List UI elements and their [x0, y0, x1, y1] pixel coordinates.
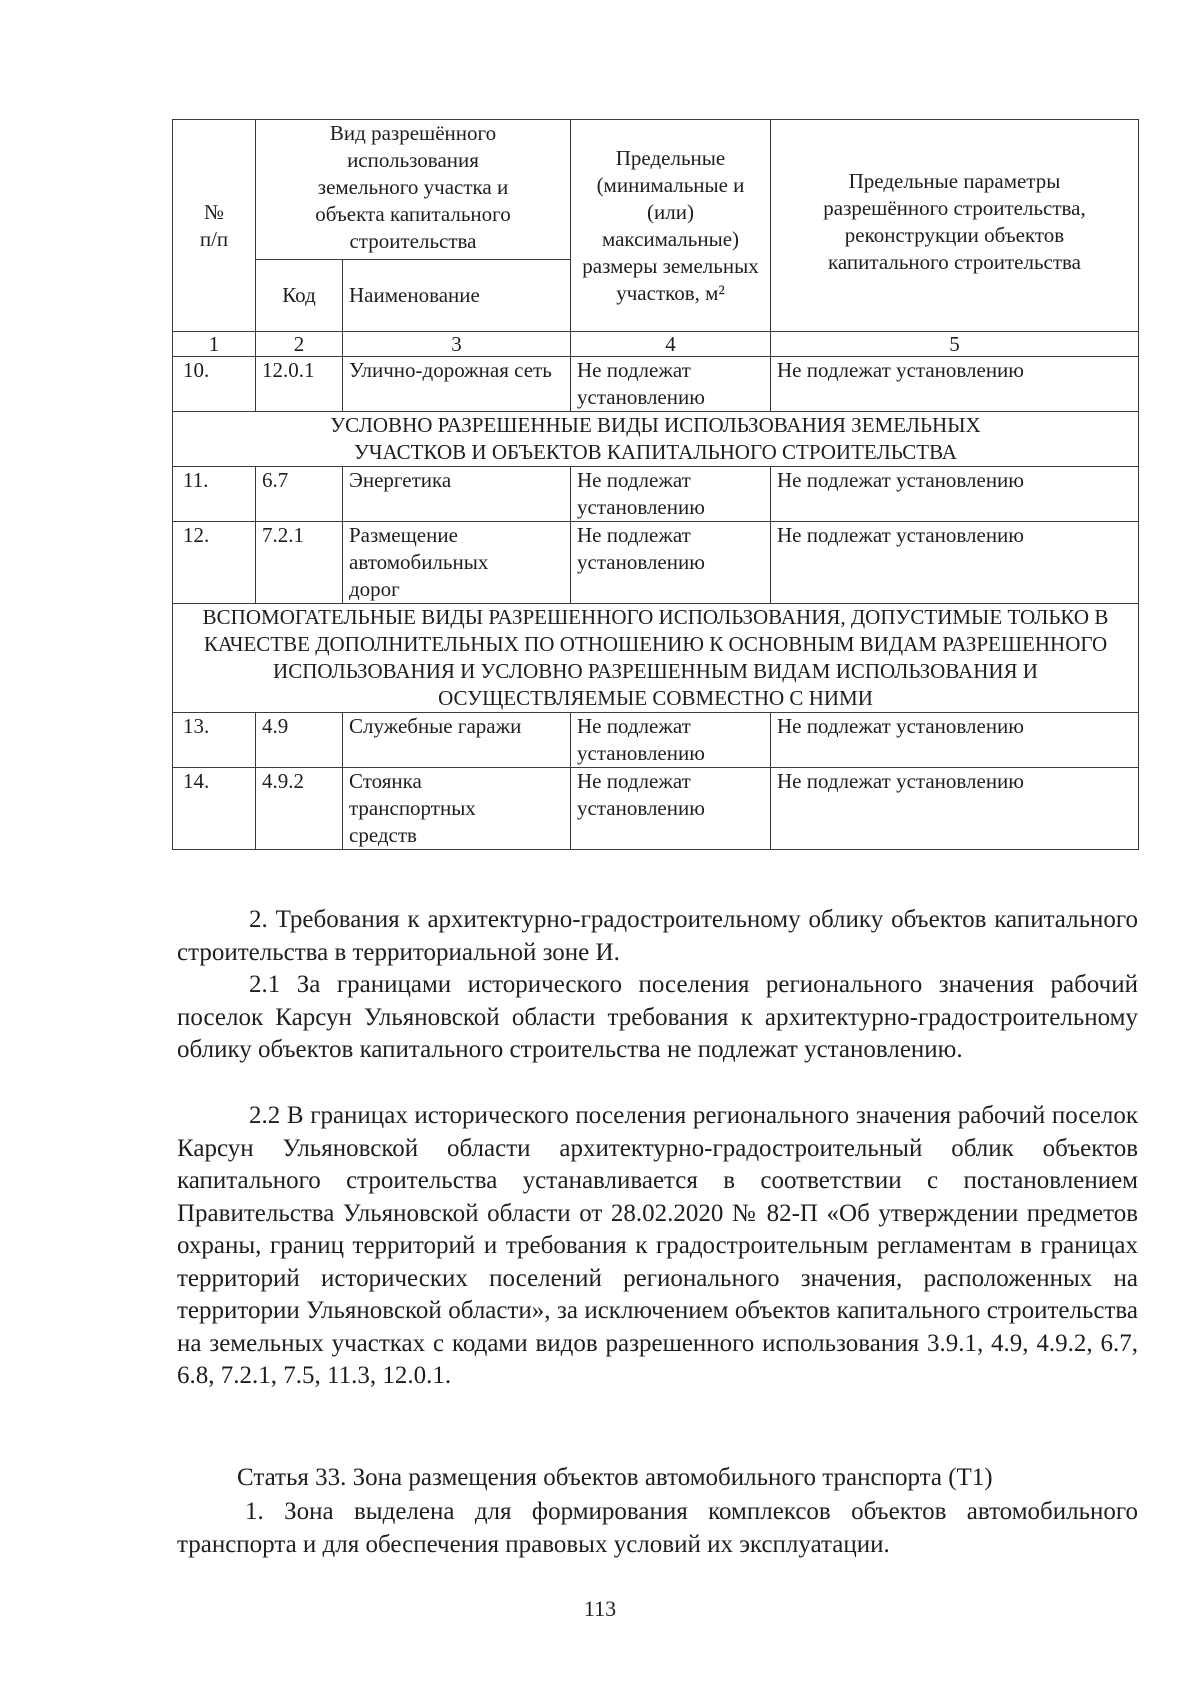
- row-code: 7.2.1: [256, 522, 343, 604]
- article-heading: Статья 33. Зона размещения объектов автомобильного транспорта (Т1): [237, 1464, 993, 1491]
- section-row: [173, 604, 1139, 713]
- row-size: Не подлежат установлению: [571, 713, 771, 768]
- header-parameters: Предельные параметры разрешённого строительства, реконструкции объектов капитального строительства: [771, 120, 1139, 332]
- row-size: Не подлежат установлению: [571, 522, 771, 604]
- row-code: 4.9: [256, 713, 343, 768]
- row-code: 6.7: [256, 467, 343, 522]
- table-row: [173, 768, 1139, 850]
- header-name: Наименование: [343, 260, 571, 332]
- section-auxiliary-title: ВСПОМОГАТЕЛЬНЫЕ ВИДЫ РАЗРЕШЕННОГО ИСПОЛЬЗОВАНИЯ, ДОПУСТИМЫЕ ТОЛЬКО В КАЧЕСТВЕ ДОПОЛНИТЕЛЬНЫХ ПО ОТНОШЕНИЮ К ОСНОВНЫМ ВИДАМ РАЗРЕШЕННОГО ИСПОЛЬЗОВАНИЯ И УСЛОВНО РАЗРЕШЕННЫМ ВИДАМ ИСПОЛЬЗОВАНИЯ И ОСУЩЕСТВЛЯЕМЫЕ СОВМЕСТНО С НИМИ: [173, 604, 1139, 713]
- table-header-row: [173, 120, 1139, 260]
- table-row: [173, 357, 1139, 412]
- row-code: 4.9.2: [256, 768, 343, 850]
- section-row: [173, 412, 1139, 467]
- column-numbers-row: [173, 332, 1139, 357]
- page-number: 113: [583, 1596, 617, 1621]
- col-number: 3: [343, 332, 571, 357]
- row-params: Не подлежат установлению: [771, 357, 1139, 412]
- row-number: 10.: [173, 357, 256, 412]
- header-code: Код: [256, 260, 343, 332]
- row-name: Стоянка транспортных средств: [343, 768, 571, 850]
- table-row: [173, 522, 1139, 604]
- header-number: № п/п: [173, 120, 256, 332]
- header-use-type: Вид разрешённого использования земельного участка и объекта капитального строительства: [256, 120, 571, 260]
- section-conditional-title: УСЛОВНО РАЗРЕШЕННЫЕ ВИДЫ ИСПОЛЬЗОВАНИЯ ЗЕМЕЛЬНЫХ УЧАСТКОВ И ОБЪЕКТОВ КАПИТАЛЬНОГО СТРОИТЕЛЬСТВА: [173, 412, 1139, 467]
- table-row: [173, 713, 1139, 768]
- paragraph-requirements: 2. Требования к архитектурно-градостроительному облику объектов капитального строительства в территориальной зоне И.: [177, 906, 1138, 966]
- row-name: Улично-дорожная сеть: [343, 357, 571, 412]
- land-use-table: [172, 119, 1139, 850]
- row-number: 12.: [173, 522, 256, 604]
- row-name: Энергетика: [343, 467, 571, 522]
- col-number: 5: [771, 332, 1139, 357]
- row-number: 13.: [173, 713, 256, 768]
- col-number: 4: [571, 332, 771, 357]
- row-code: 12.0.1: [256, 357, 343, 412]
- row-params: Не подлежат установлению: [771, 467, 1139, 522]
- row-params: Не подлежат установлению: [771, 522, 1139, 604]
- row-size: Не подлежат установлению: [571, 467, 771, 522]
- row-size: Не подлежат установлению: [571, 768, 771, 850]
- paragraph-2-2: 2.2 В границах исторического поселения регионального значения рабочий поселок Карсун Ульяновской области архитектурно-градостроительный облик объектов капитального строительства устанавливается в соответствии с постановлением Правительства Ульяновской области от 28.02.2020 № 82-П «Об утверждении предметов охраны, границ территорий и требования к градостроительным регламентам в границах территорий исторических поселений регионального значения, расположенных на территории Ульяновской области», за исключением объектов капитального строительства на земельных участках с кодами видов разрешенного использования 3.9.1, 4.9, 4.9.2, 6.7, 6.8, 7.2.1, 7.5, 11.3, 12.0.1.: [177, 1102, 1138, 1389]
- row-number: 14.: [173, 768, 256, 850]
- row-size: Не подлежат установлению: [571, 357, 771, 412]
- paragraph-2-1: 2.1 За границами исторического поселения регионального значения рабочий поселок Карсун Ульяновской области требования к архитектурно-градостроительному облику объектов капитального строительства не подлежат установлению.: [177, 971, 1138, 1063]
- article-paragraph-1: 1. Зона выделена для формирования комплексов объектов автомобильного транспорта и для обеспечения правовых условий их эксплуатации.: [177, 1498, 1138, 1558]
- col-number: 1: [173, 332, 256, 357]
- col-number: 2: [256, 332, 343, 357]
- row-name: Размещение автомобильных дорог: [343, 522, 571, 604]
- row-name: Служебные гаражи: [343, 713, 571, 768]
- header-plot-size: Предельные (минимальные и (или) максимальные) размеры земельных участков, м²: [571, 120, 771, 332]
- row-params: Не подлежат установлению: [771, 713, 1139, 768]
- table-row: [173, 467, 1139, 522]
- row-number: 11.: [173, 467, 256, 522]
- row-params: Не подлежат установлению: [771, 768, 1139, 850]
